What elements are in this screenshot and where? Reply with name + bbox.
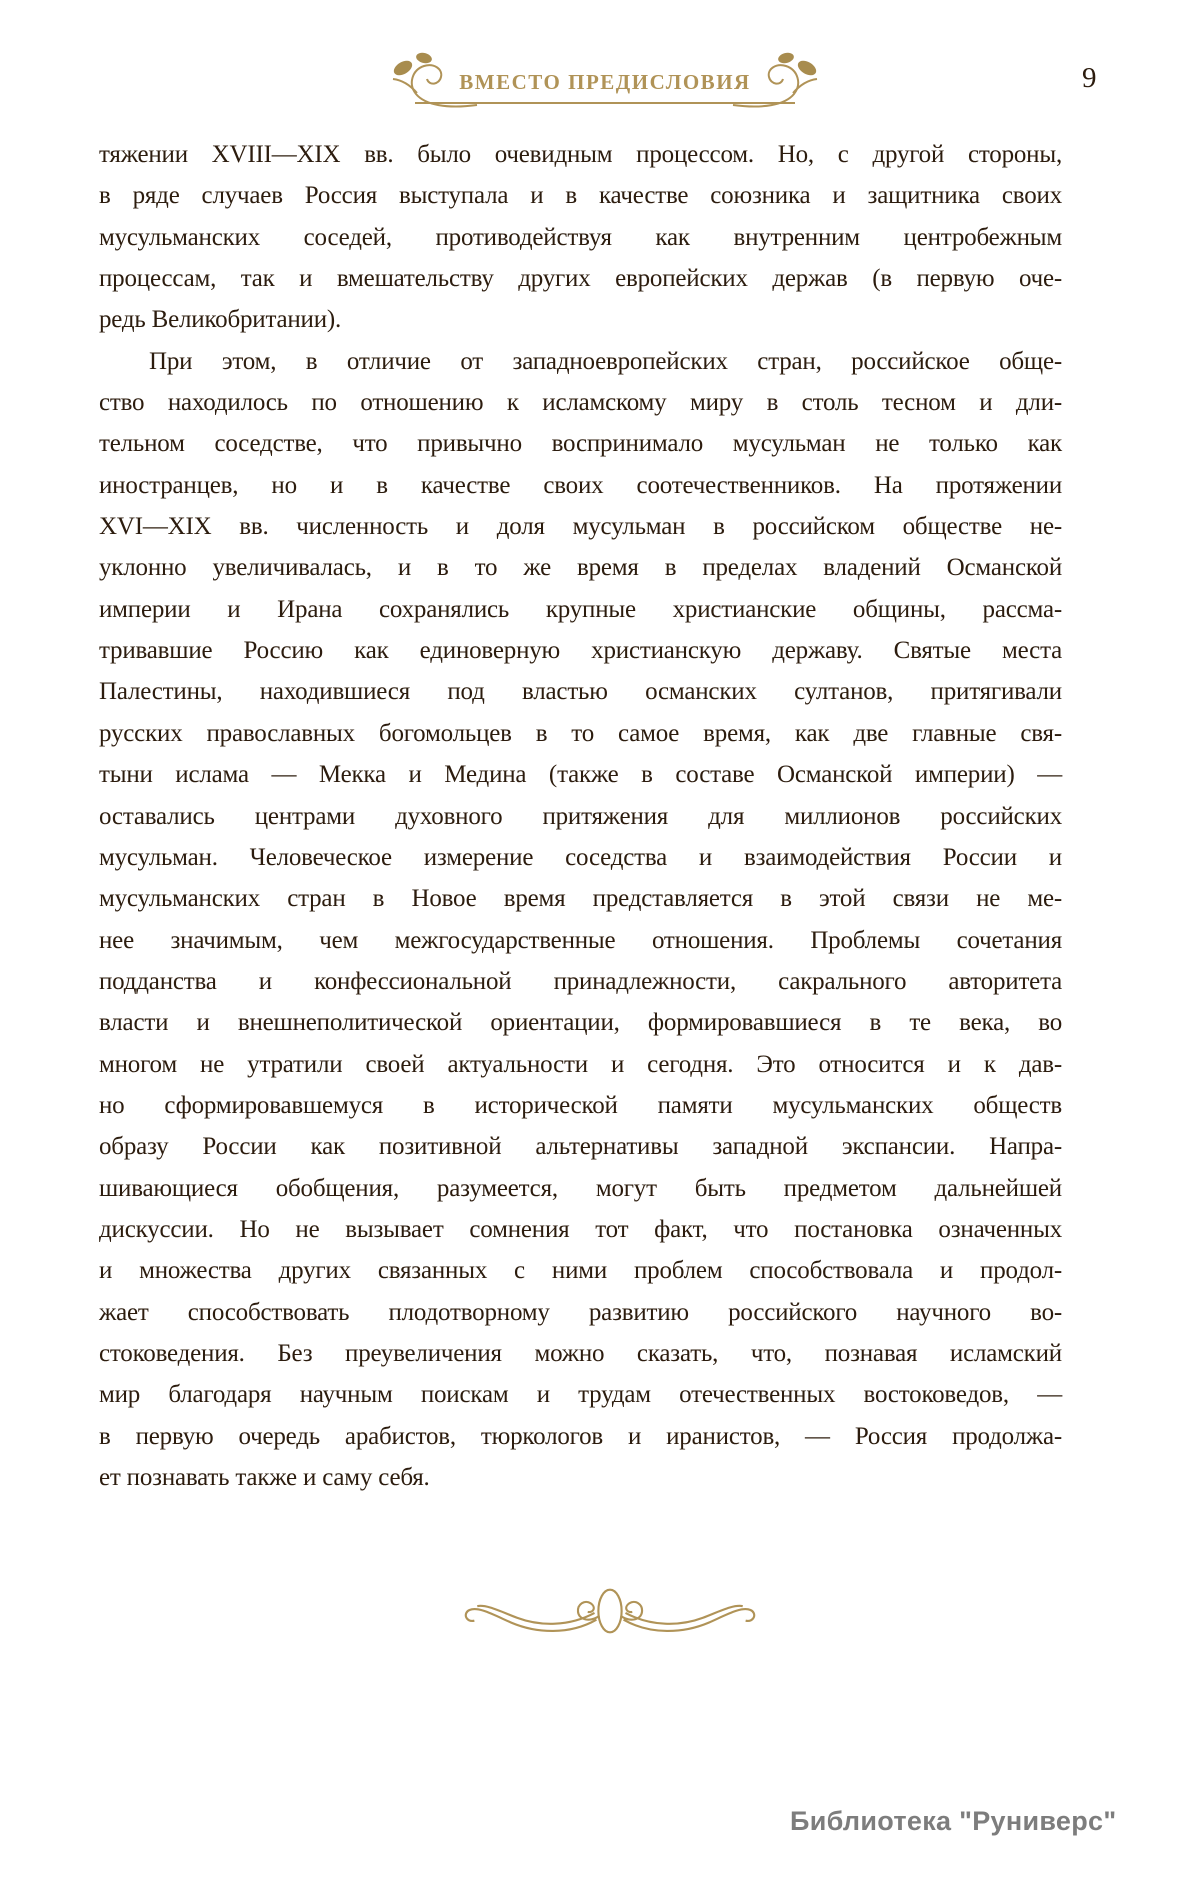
text-line: тыни ислама — Мекка и Медина (также в составе Османской империи) — [99,761,1062,789]
text-line: русских православных богомольцев в то самое время, как две главные свя- [99,719,1062,747]
text-line: в ряде случаев Россия выступала и в качестве союзника и защитника своих [99,182,1062,210]
text-line: XVI—XIX вв. численность и доля мусульман в российском обществе не- [99,513,1062,541]
text-line: подданства и конфессиональной принадлежности, сакрального авторитета [99,967,1062,995]
header-rule [415,102,795,104]
text-line: оставались центрами духовного притяжения для миллионов российских [99,802,1062,830]
text-line: тяжении XVIII—XIX вв. было очевидным процессом. Но, с другой стороны, [99,141,1062,168]
text-line: мусульманских соседей, противодействуя как внутренним центробежным [99,223,1062,251]
text-line: образу России как позитивной альтернативы западной экспансии. Напра- [99,1133,1062,1161]
text-line: в первую очередь арабистов, тюркологов и иранистов, — Россия продолжа- [99,1422,1062,1450]
text-line: шивающиеся обобщения, разумеется, могут быть предметом дальнейшей [99,1174,1062,1202]
library-watermark: Библиотека "Руниверс" [790,1806,1117,1836]
text-line: Палестины, находившиеся под властью османских султанов, притягивали [99,678,1062,706]
text-line: редь Великобритании). [99,306,342,334]
text-line: власти и внешнеполитической ориентации, формировавшиеся в те века, во [99,1009,1062,1037]
tailpiece-ornament-icon [455,1580,765,1642]
text-line: тривавшие Россию как единоверную христианскую державу. Святые места [99,637,1062,665]
text-line: мир благодаря научным поискам и трудам отечественных востоковедов, — [99,1381,1062,1409]
text-line: ство находилось по отношению к исламскому миру в столь тесном и дли- [99,389,1062,417]
text-line: процессам, так и вмешательству других европейских держав (в первую оче- [99,265,1062,293]
text-line: и множества других связанных с ними проблем способствовала и продол- [99,1257,1062,1285]
text-line: многом не утратили своей актуальности и сегодня. Это относится и к дав- [99,1050,1062,1078]
text-line: империи и Ирана сохранялись крупные христианские общины, рассма- [99,595,1062,623]
chapter-title: ВМЕСТО ПРЕДИСЛОВИЯ [459,70,751,94]
text-line: тельном соседстве, что привычно воспринимало мусульман не только как [99,430,1062,458]
text-line: стоковедения. Без преувеличения можно сказать, что, познавая исламский [99,1339,1062,1367]
text-line: При этом, в отличие от западноевропейских стран, российское обще- [149,347,1062,375]
page-number: 9 [1082,62,1097,94]
text-line: мусульман. Человеческое измерение соседства и взаимодействия России и [99,843,1062,871]
text-line: дискуссии. Но не вызывает сомнения тот факт, что постановка означенных [99,1215,1062,1243]
text-line: уклонно увеличивалась, и в то же время в пределах владений Османской [99,554,1062,582]
chapter-header [385,48,825,106]
text-line: но сформировавшемуся в исторической памяти мусульманских обществ [99,1091,1062,1119]
text-line: нее значимым, чем межгосударственные отношения. Проблемы сочетания [99,926,1062,954]
text-line: мусульманских стран в Новое время представляется в этой связи не ме- [99,885,1062,913]
text-line: ет познавать также и саму себя. [99,1464,430,1491]
body-text [99,134,1062,1498]
text-line: жает способствовать плодотворному развитию российского научного во- [99,1298,1062,1326]
text-line: иностранцев, но и в качестве своих соотечественников. На протяжении [99,471,1062,499]
